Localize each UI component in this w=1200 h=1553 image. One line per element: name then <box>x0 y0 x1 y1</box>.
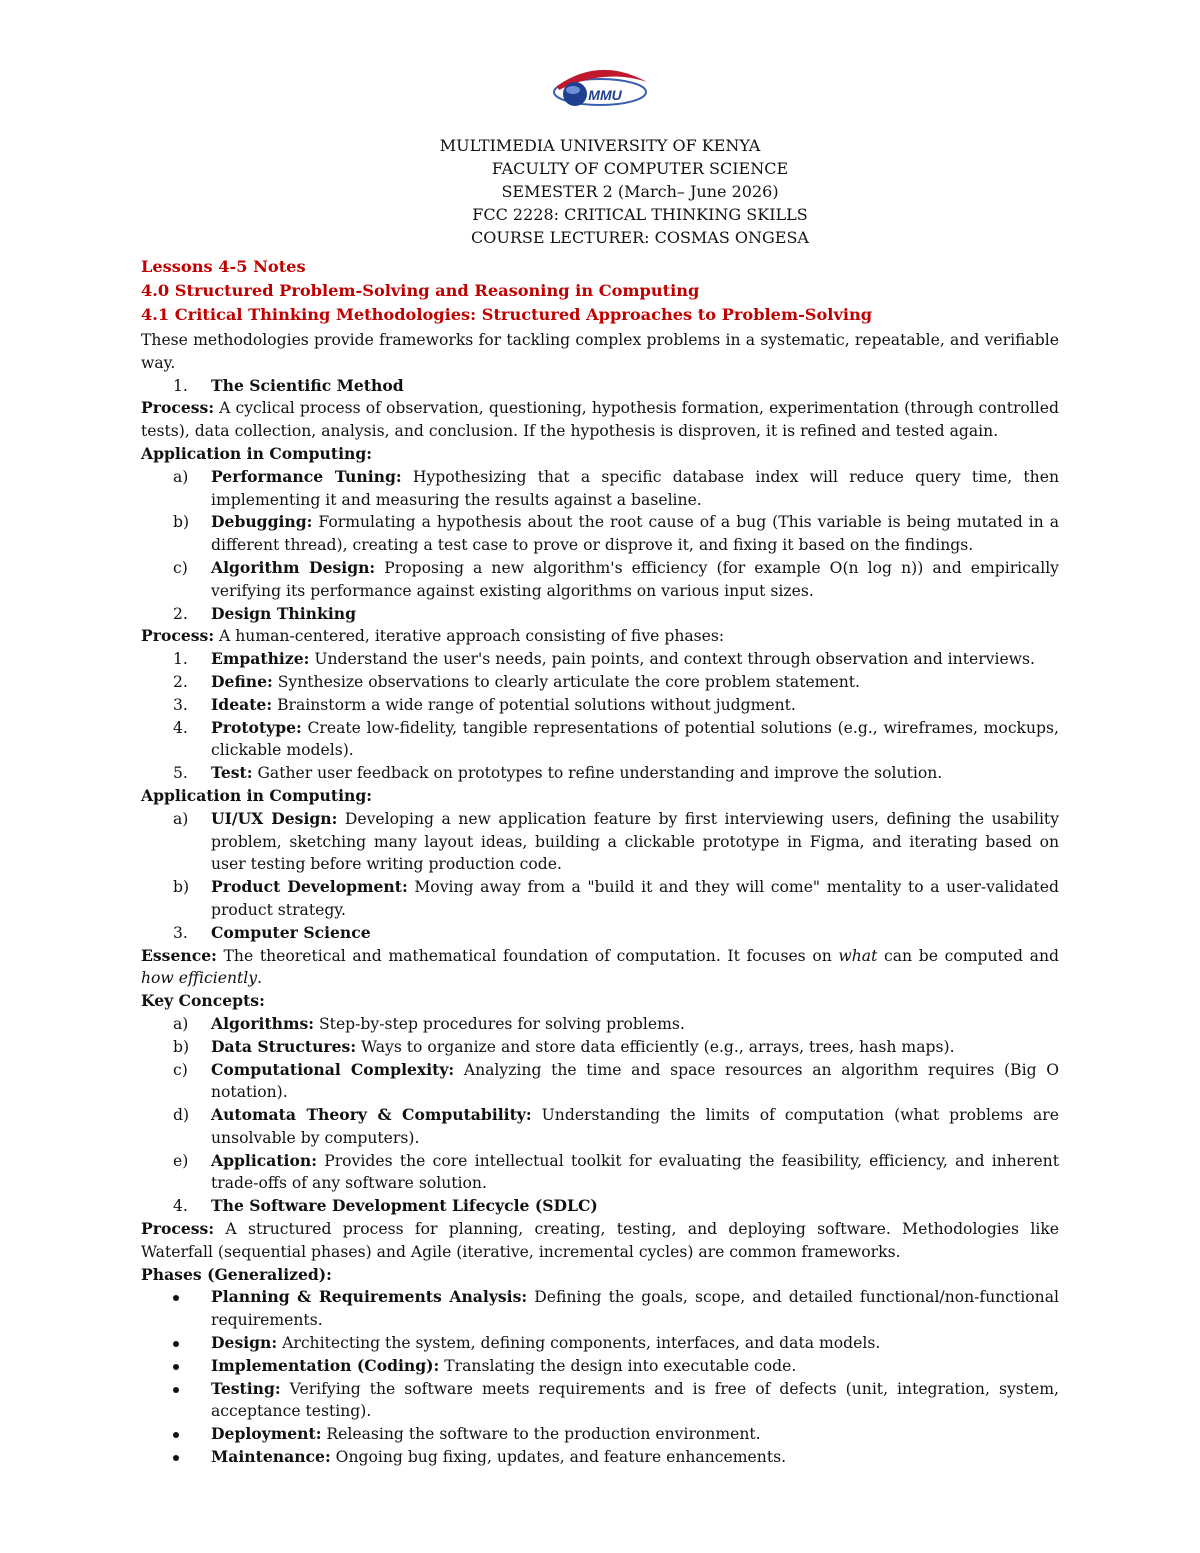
application-label: Application in Computing: <box>141 443 373 463</box>
header-university: MULTIMEDIA UNIVERSITY OF KENYA <box>439 136 761 155</box>
bullet-item: Maintenance: Ongoing bug fixing, updates, and feature enhancements. <box>141 1446 1059 1469</box>
bullet-item: Deployment: Releasing the software to the production environment. <box>141 1423 1059 1446</box>
list-item: b) Data Structures: Ways to organize and store data efficiently (e.g., arrays, trees, hash maps). <box>173 1036 955 1056</box>
bullet-item: Planning & Requirements Analysis: Defining the goals, scope, and detailed functional/non-functional requirements. <box>141 1286 1059 1332</box>
bullet-item: Testing: Verifying the software meets requirements and is free of defects (unit, integration, system, acceptance testing). <box>141 1378 1059 1424</box>
bullet-item: Implementation (Coding): Translating the design into executable code. <box>141 1355 1059 1378</box>
heading-4-0: 4.0 Structured Problem-Solving and Reasoning in Computing <box>141 281 700 300</box>
process-paragraph: Process: A structured process for planning, creating, testing, and deploying software. Methodologies like Waterfall (sequential phases) and Agile (iterative, incremental cycles) are common frameworks. <box>141 1219 1059 1261</box>
list-item: 3. Ideate: Brainstorm a wide range of potential solutions without judgment. <box>173 694 796 714</box>
list-item: 4. Prototype: Create low-fidelity, tangible representations of potential solutions (e.g., wireframes, mockups, clickable models). <box>173 717 1059 760</box>
header-semester: SEMESTER 2 (March– June 2026) <box>501 182 779 201</box>
list-item: b) Debugging: Formulating a hypothesis about the root cause of a bug (This variable is being mutated in a different thread), creating a test case to prove or disprove it, and fixing it based on the findings. <box>173 512 1059 555</box>
section-title: 3. Computer Science <box>173 922 371 942</box>
application-label: Application in Computing: <box>141 785 373 805</box>
essence-paragraph: Essence: The theoretical and mathematical foundation of computation. It focuses on what can be computed and how efficiently. <box>141 945 1059 988</box>
list-item: c) Algorithm Design: Proposing a new algorithm's efficiency (for example O(n log n)) and empirically verifying its performance against existing algorithms on various input sizes. <box>173 557 1059 600</box>
process-paragraph: Process: A cyclical process of observation, questioning, hypothesis formation, experimentation (through controlled tests), data collection, analysis, and conclusion. If the hypothesis is disproven, it is refined and tested again. <box>141 398 1059 441</box>
bullet-icon <box>173 1432 179 1438</box>
list-item: a) Performance Tuning: Hypothesizing that a specific database index will reduce query time, then implementing it and measuring the results against a baseline. <box>173 466 1059 509</box>
bullet-icon <box>173 1295 179 1301</box>
list-item: c) Computational Complexity: Analyzing the time and space resources an algorithm requires (Big O notation). <box>173 1059 1059 1102</box>
list-item: 1. Empathize: Understand the user's needs, pain points, and context through observation and interviews. <box>173 649 1035 669</box>
list-item: e) Application: Provides the core intellectual toolkit for evaluating the feasibility, efficiency, and inherent trade-offs of any software solution. <box>173 1150 1059 1193</box>
heading-lessons: Lessons 4-5 Notes <box>141 257 306 276</box>
header-faculty: FACULTY OF COMPUTER SCIENCE <box>491 159 789 178</box>
mmu-logo-icon <box>545 60 655 120</box>
bullet-item: Design: Architecting the system, defining components, interfaces, and data models. <box>141 1332 1059 1355</box>
heading-4-1: 4.1 Critical Thinking Methodologies: Structured Approaches to Problem-Solving <box>141 305 873 324</box>
bullet-icon <box>173 1455 179 1461</box>
list-item: 5. Test: Gather user feedback on prototypes to refine understanding and improve the solution. <box>173 763 943 783</box>
logo-text: MMU <box>588 87 622 103</box>
list-item: a) UI/UX Design: Developing a new application feature by first interviewing users, defining the usability problem, sketching many layout ideas, building a clickable prototype in Figma, and iterating based on user testing before writing production code. <box>173 808 1060 874</box>
bullet-icon <box>173 1364 179 1370</box>
phases-label: Phases (Generalized): <box>141 1264 332 1284</box>
list-item: d) Automata Theory & Computability: Understanding the limits of computation (what problems are unsolvable by computers). <box>173 1105 1059 1147</box>
intro-paragraph: These methodologies provide frameworks for tackling complex problems in a systematic, repeatable, and verifiable way. <box>141 331 1059 372</box>
list-item: a) Algorithms: Step-by-step procedures for solving problems. <box>173 1013 685 1033</box>
bullet-icon <box>173 1387 179 1393</box>
section-title: 4. The Software Development Lifecycle (SDLC) <box>173 1196 598 1216</box>
bullet-icon <box>173 1341 179 1347</box>
section-title: 1. The Scientific Method <box>173 375 404 395</box>
list-item: 2. Define: Synthesize observations to clearly articulate the core problem statement. <box>173 671 860 691</box>
section-title: 2. Design Thinking <box>173 603 356 623</box>
document-content <box>141 60 1059 1469</box>
header-course: FCC 2228: CRITICAL THINKING SKILLS <box>472 205 808 224</box>
key-concepts-label: Key Concepts: <box>141 991 265 1011</box>
header-lecturer: COURSE LECTURER: COSMAS ONGESA <box>471 228 809 247</box>
process-paragraph: Process: A human-centered, iterative approach consisting of five phases: <box>141 626 725 646</box>
list-item: b) Product Development: Moving away from a "build it and they will come" mentality to a user-validated product strategy. <box>173 877 1059 919</box>
